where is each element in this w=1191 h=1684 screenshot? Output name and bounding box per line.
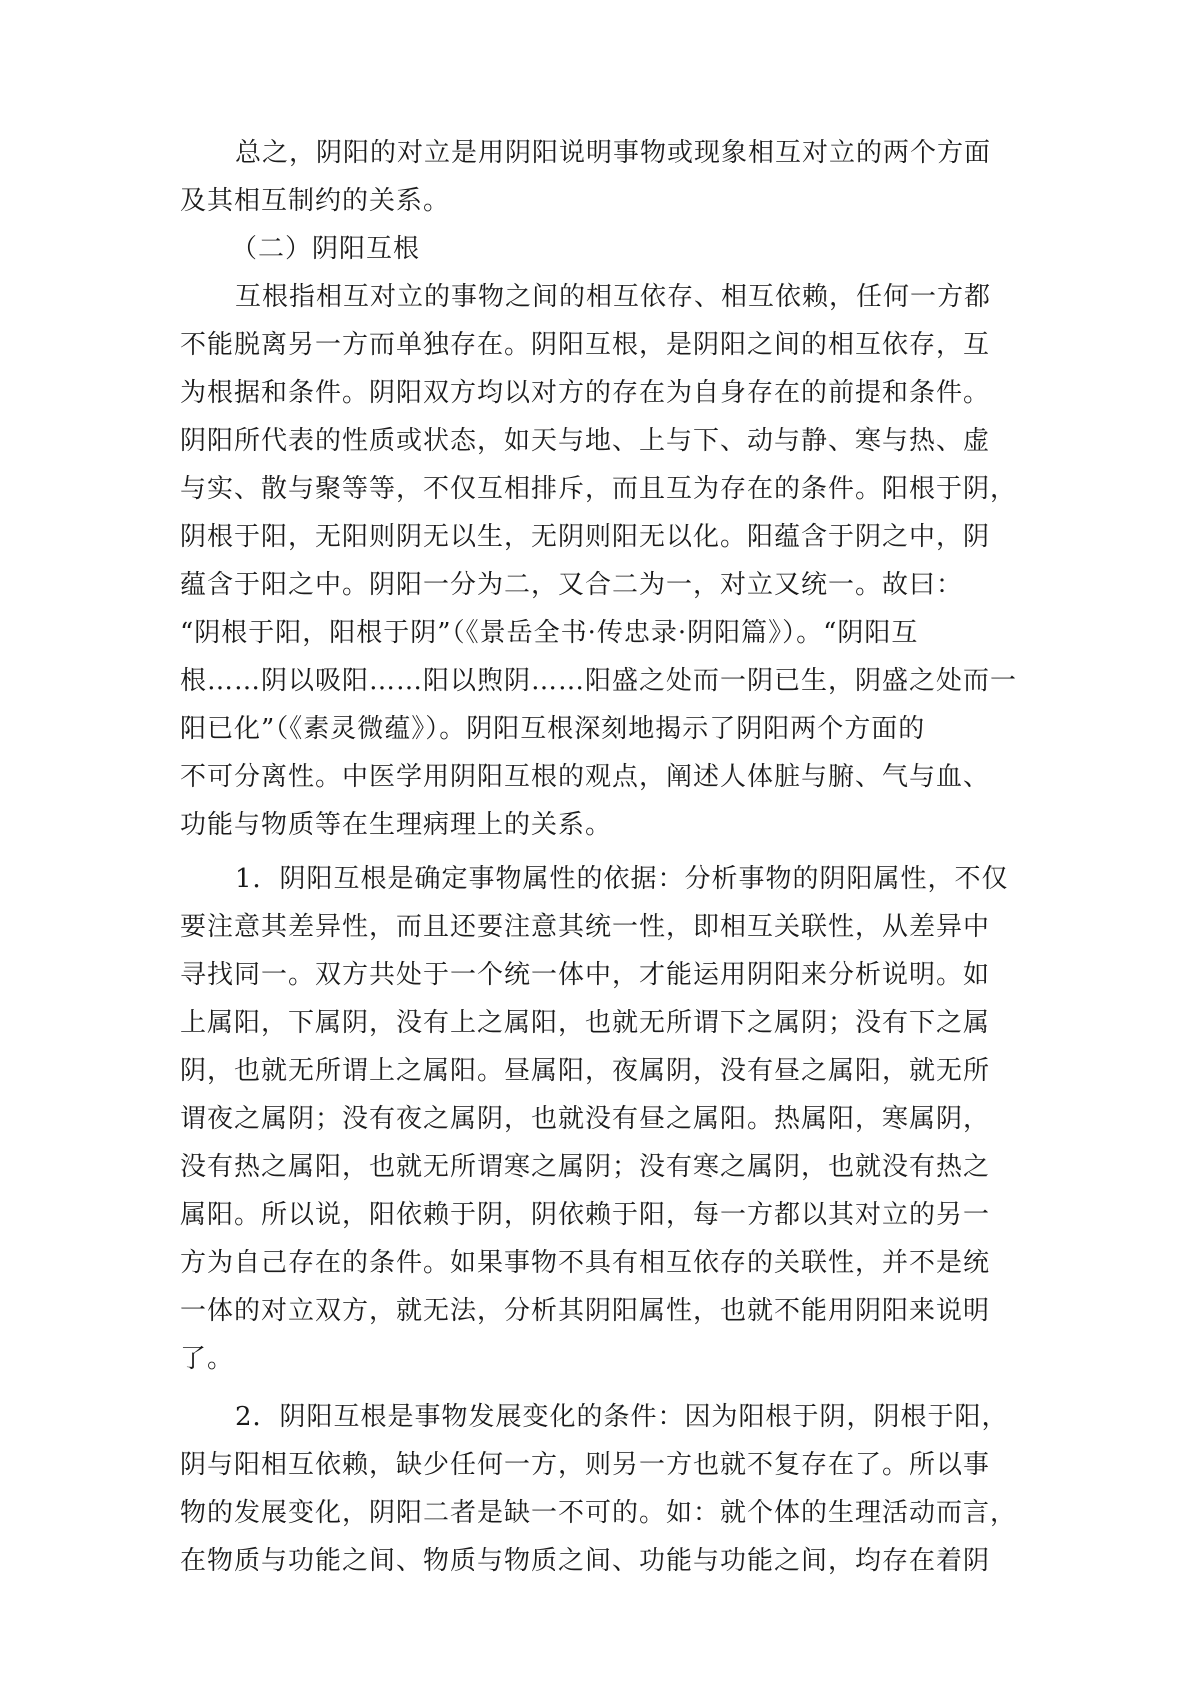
paragraph-line: 要注意其差异性，而且还要注意其统一性，即相互关联性，从差异中: [180, 912, 991, 942]
paragraph-line: 属阳。所以说，阳依赖于阴，阴依赖于阳，每一方都以其对立的另一: [180, 1200, 991, 1230]
paragraph-line: 上属阳，下属阴，没有上之属阳，也就无所谓下之属阴；没有下之属: [180, 1008, 991, 1038]
paragraph-line: 根……阴以吸阳……阳以煦阴……阳盛之处而一阴已生，阴盛之处而一: [180, 666, 1018, 696]
paragraph-line: 一体的对立双方，就无法，分析其阴阳属性，也就不能用阴阳来说明: [180, 1296, 991, 1326]
paragraph-line: 阴阳所代表的性质或状态，如天与地、上与下、动与静、寒与热、虚: [180, 426, 991, 456]
paragraph-line: 2．阴阳互根是事物发展变化的条件：因为阳根于阴，阴根于阳，: [235, 1402, 1009, 1432]
paragraph-line: “阴根于阳，阳根于阴”（《景岳全书·传忠录·阴阳篇》）。“阴阳互: [180, 618, 919, 648]
paragraph-line: 阳已化”（《素灵微蕴》）。阴阳互根深刻地揭示了阴阳两个方面的: [180, 714, 926, 744]
paragraph-line: 了。: [180, 1344, 235, 1374]
paragraph-line: 谓夜之属阴；没有夜之属阴，也就没有昼之属阳。热属阳，寒属阴，: [180, 1104, 991, 1134]
paragraph-line: 阴根于阳，无阳则阴无以生，无阴则阳无以化。阳蕴含于阴之中，阴: [180, 522, 991, 552]
paragraph-line: 物的发展变化，阴阳二者是缺一不可的。如：就个体的生理活动而言，: [180, 1498, 1018, 1528]
paragraph-line: 不能脱离另一方而单独存在。阴阳互根，是阴阳之间的相互依存，互: [180, 330, 991, 360]
paragraph-line: 功能与物质等在生理病理上的关系。: [180, 810, 613, 840]
paragraph-line: 互根指相互对立的事物之间的相互依存、相互依赖，任何一方都: [235, 282, 992, 312]
paragraph-line: 在物质与功能之间、物质与物质之间、功能与功能之间，均存在着阴: [180, 1546, 991, 1576]
paragraph-line: 蕴含于阳之中。阴阳一分为二，又合二为一，对立又统一。故曰：: [180, 570, 964, 600]
paragraph-line: 总之，阴阳的对立是用阴阳说明事物或现象相互对立的两个方面: [235, 138, 992, 168]
paragraph-line: 为根据和条件。阴阳双方均以对方的存在为自身存在的前提和条件。: [180, 378, 991, 408]
document-body: [180, 136, 1030, 1592]
paragraph-line: 寻找同一。双方共处于一个统一体中，才能运用阴阳来分析说明。如: [180, 960, 991, 990]
paragraph-line: 方为自己存在的条件。如果事物不具有相互依存的关联性，并不是统: [180, 1248, 991, 1278]
paragraph-line: 没有热之属阳，也就无所谓寒之属阴；没有寒之属阴，也就没有热之: [180, 1152, 991, 1182]
paragraph-line: 及其相互制约的关系。: [180, 186, 451, 216]
paragraph-line: 1．阴阳互根是确定事物属性的依据：分析事物的阴阳属性，不仅: [235, 864, 1009, 894]
paragraph-line: 与实、散与聚等等，不仅互相排斥，而且互为存在的条件。阳根于阴，: [180, 474, 1018, 504]
paragraph-line: 阴，也就无所谓上之属阳。昼属阳，夜属阴，没有昼之属阳，就无所: [180, 1056, 991, 1086]
paragraph-line: 阴与阳相互依赖，缺少任何一方，则另一方也就不复存在了。所以事: [180, 1450, 991, 1480]
section-heading: （二）阴阳互根: [231, 234, 421, 264]
paragraph-line: 不可分离性。中医学用阴阳互根的观点，阐述人体脏与腑、气与血、: [180, 762, 991, 792]
